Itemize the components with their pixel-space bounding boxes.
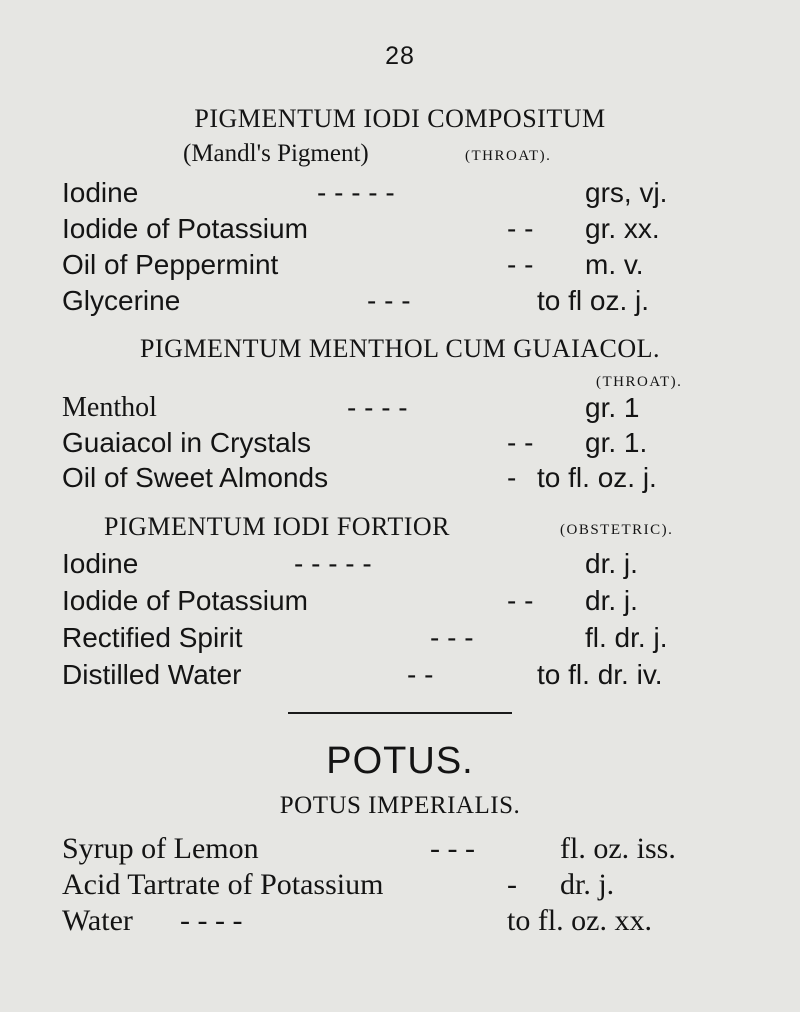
section-note-obstetric: (OBSTETRIC). — [560, 522, 674, 538]
leader-dashes: - — [507, 462, 517, 493]
ingredient-quantity: to fl. oz. xx. — [507, 904, 652, 937]
ingredient-quantity: to fl. oz. j. — [537, 462, 657, 493]
leader-dashes: - - - - — [347, 392, 408, 423]
ingredient-name: Acid Tartrate of Potassium — [62, 868, 384, 901]
ingredient-row — [62, 392, 712, 426]
leader-dashes: - - — [507, 427, 534, 458]
ingredient-row — [62, 622, 712, 656]
section-title-pigmentum-iodi-compositum: PIGMENTUM IODI COMPOSITUM — [194, 104, 606, 133]
ingredient-name: Iodine — [62, 177, 139, 208]
section-title-potus: POTUS. — [326, 740, 474, 782]
ingredient-row — [62, 585, 712, 619]
leader-dashes: - - — [507, 249, 534, 280]
ingredient-row — [62, 659, 712, 693]
ingredient-name: Rectified Spirit — [62, 622, 243, 653]
ingredient-quantity: fl. oz. iss. — [560, 832, 676, 865]
leader-dashes: - - - - - — [294, 548, 372, 579]
ingredient-name: Iodide of Potassium — [62, 213, 308, 244]
ingredient-name: Oil of Sweet Almonds — [62, 462, 329, 493]
section-note-throat: (THROAT). — [465, 148, 552, 164]
ingredient-quantity: fl. dr. j. — [585, 622, 668, 653]
ingredient-quantity: gr. xx. — [585, 213, 660, 244]
ingredient-name: Oil of Peppermint — [62, 249, 279, 280]
ingredient-name: Menthol — [62, 392, 157, 423]
leader-dashes: - - - — [430, 832, 475, 865]
ingredient-row — [62, 249, 712, 283]
section-title-pigmentum-menthol-cum-guaiacol: PIGMENTUM MENTHOL CUM GUAIACOL. — [139, 334, 661, 363]
section-title-pigmentum-iodi-fortior: PIGMENTUM IODI FORTIOR — [104, 512, 450, 541]
ingredient-name: Syrup of Lemon — [62, 832, 259, 865]
ingredient-row — [62, 832, 712, 866]
leader-dashes: - - - - - — [317, 177, 395, 208]
ingredient-quantity: dr. j. — [560, 868, 615, 901]
page-number: 28 — [385, 42, 415, 70]
ingredient-quantity: dr. j. — [585, 548, 638, 579]
ingredient-quantity: to fl oz. j. — [537, 285, 650, 316]
ingredient-name: Water — [62, 904, 133, 937]
ingredient-row — [62, 213, 712, 247]
ingredient-name: Iodine — [62, 548, 139, 579]
ingredient-quantity: gr. 1. — [585, 427, 648, 458]
ingredient-name: Glycerine — [62, 285, 181, 316]
ingredient-quantity: m. v. — [585, 249, 644, 280]
ingredient-name: Iodide of Potassium — [62, 585, 308, 616]
leader-dashes: - - — [507, 585, 534, 616]
leader-dashes: - - — [507, 213, 534, 244]
section-divider — [288, 712, 512, 714]
ingredient-row — [62, 868, 712, 902]
leader-dashes: - - - — [430, 622, 474, 653]
ingredient-row — [62, 548, 712, 582]
ingredient-row — [62, 177, 712, 211]
section-note-throat: (THROAT). — [596, 374, 683, 390]
ingredient-quantity: dr. j. — [585, 585, 638, 616]
leader-dashes: - — [507, 868, 517, 901]
ingredient-name: Distilled Water — [62, 659, 242, 690]
leader-dashes: - - - — [367, 285, 411, 316]
ingredient-row — [62, 904, 712, 938]
leader-dashes: - - — [407, 659, 434, 690]
ingredient-row — [62, 285, 712, 319]
ingredient-quantity: grs, vj. — [585, 177, 668, 208]
ingredient-name: Guaiacol in Crystals — [62, 427, 311, 458]
section-subtitle-mandls-pigment: (Mandl's Pigment) — [183, 140, 369, 167]
ingredient-row — [62, 427, 712, 461]
section-subtitle-potus-imperialis: POTUS IMPERIALIS. — [279, 792, 521, 819]
leader-dashes: - - - - — [180, 904, 243, 937]
ingredient-quantity: gr. 1 — [585, 392, 640, 423]
ingredient-quantity: to fl. dr. iv. — [537, 659, 663, 690]
ingredient-row — [62, 462, 712, 496]
